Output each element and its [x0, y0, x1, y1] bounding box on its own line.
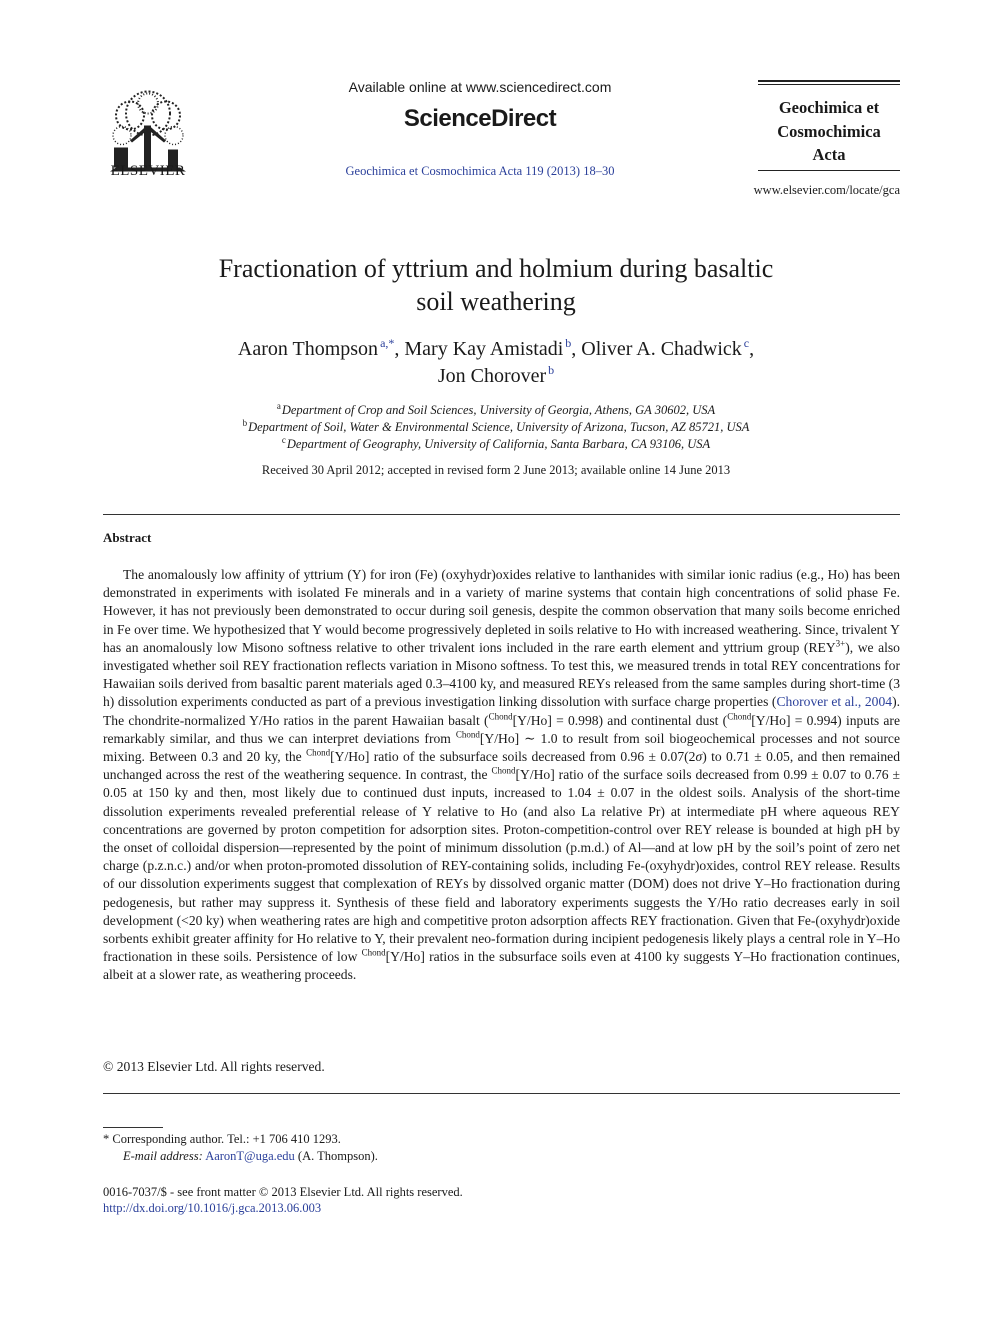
available-online-text: Available online at www.sciencedirect.com [348, 79, 612, 95]
sciencedirect-brand[interactable]: ScienceDirect [403, 105, 557, 132]
abstract-bottom-rule [103, 1093, 900, 1094]
author-separator: , [749, 338, 755, 360]
issn-line: 0016-7037/$ - see front matter © 2013 Elsevier Ltd. All rights reserved. [103, 1185, 463, 1199]
chond-superscript: Chond [491, 765, 516, 776]
abstract-text: [Y/Ho] ∼ 1.0 to result from soil biogeochemical processes and not source mixing. Between 0.3 and 20 ky, the [103, 730, 900, 765]
affiliation-text: Department of Crop and Soil Sciences, University of Georgia, Athens, GA 30602, USA [281, 403, 716, 417]
abstract-text: ). The chondrite-normalized Y/Ho ratios in the parent Hawaiian basalt ( [103, 694, 900, 728]
doi-link[interactable]: http://dx.doi.org/10.1016/j.gca.2013.06.003 [103, 1201, 322, 1215]
email-label: E-mail address: [123, 1149, 203, 1163]
abstract-text: [Y/Ho] ratio of the subsurface soils decreased from 0.96 ± 0.07(2 [330, 749, 696, 765]
chond-superscript: Chond [306, 747, 331, 758]
author-separator: , [394, 338, 405, 360]
chond-superscript: Chond [361, 947, 386, 958]
affiliation-text: Department of Soil, Water & Environmental Science, University of Arizona, Tucson, AZ 85721, USA [248, 420, 750, 434]
publisher-name: ELSEVIER [110, 163, 186, 179]
author-affiliation-link[interactable]: b [565, 336, 572, 351]
journal-title-line: Cosmochimica [777, 121, 881, 141]
abstract-text: [Y/Ho] = 0.998) and continental dust ( [512, 712, 728, 728]
author-name: Aaron Thompson [237, 338, 379, 360]
chond-superscript: Chond [455, 729, 480, 740]
abstract-text: [Y/Ho] ratio of the surface soils decreased from 0.99 ± 0.07 to 0.76 ± 0.05 at 150 ky and then, most likely due to continued dust inputs, increased to 1.04 ± 0.07 in the oldest soils. Analysis of the short-time dissolution experiments revealed preferential release of Y relative to Ho (and also La relative Pr) at intermediate pH where aqueous REY concentrations are governed by proton competition for adsorption sites. Proton-competition-control over REY release is bounded at high pH by the onset of colloidal dispersion—represented by the point of minimum dissolution (p.m.d.) of Al—and at low pH by the soil’s point of zero net charge (p.z.n.c.) and/or when proton-promoted dissolution of REY-containing solids, including Fe-(oxyhydr)oxides, control REY release. Results of our dissolution experiments suggest that complexation of REYs by dissolved organic matter (DOM) does not drive Y–Ho fractionation during pedogenesis, but rather may suppress it. Synthesis of these field and laboratory experiments suggests the Y/Ho ratio decreases early in soil development (<20 ky) when weathering rates are high and competitive proton adsorption affects REY fractionation. Given that Fe-(oxyhydr)oxide sorbents exhibit greater affinity for Ho relative to Y, their prevalent neo-formation during incipient pedogenesis likely plays a central role in Y–Ho fractionation in these soils. Persistence of low [103, 767, 900, 965]
author-affiliation-link[interactable]: c [743, 336, 750, 351]
journal-citation-link[interactable]: Geochimica et Cosmochimica Acta 119 (2013) 18–30 [345, 164, 615, 178]
author-name: Jon Chorover [437, 365, 547, 387]
article-dates: Received 30 April 2012; accepted in revised form 2 June 2013; available online 14 June 2013 [261, 463, 731, 477]
author-separator: , [571, 338, 582, 360]
sigma-symbol: σ [695, 749, 703, 765]
abstract-heading: Abstract [103, 530, 152, 545]
author-name: Mary Kay Amistadi [404, 338, 564, 360]
reference-link[interactable]: Chorover et al., 2004 [776, 694, 893, 710]
author-line-1 [96, 336, 896, 363]
abstract-text: ) to 0.71 ± 0.05, and then remained unchanged across the rest of the weathering sequence. In contrast, the [103, 749, 901, 783]
journal-title-line: Geochimica et [778, 98, 880, 117]
affiliation-text: Department of Geography, University of California, Santa Barbara, CA 93106, USA [286, 437, 711, 451]
journal-title [752, 96, 906, 167]
title-line: soil weathering [416, 287, 576, 316]
chond-superscript: Chond [727, 711, 752, 722]
footnote-rule [103, 1127, 163, 1128]
abstract-text: The anomalously low affinity of yttrium (Y) for iron (Fe) (oxyhydr)oxides relative to lanthanides with similar ionic radius (e.g., Ho) has been demonstrated in experiments with isolated Fe minerals and in a variety of marine systems that contain high concentrations of solid phase Fe. However, it has not previously been demonstrated to occur during soil genesis, despite the common observation that many soils become enriched in Fe over time. We hypothesized that Y would become progressively depleted in soils relative to Ho with increased weathering. Since, trivalent Y has an anomalously low Misono softness relative to other trivalent ions included in the rare earth element and yttrium group (REY [103, 567, 900, 655]
corresponding-author-note: * Corresponding author. Tel.: +1 706 410 1293. [103, 1132, 341, 1146]
superscript: 3+ [835, 638, 846, 649]
abstract-text: ), we also investigated whether soil REY fractionation reflects variation in Misono softness. To test this, we measured trends in total REY concentrations for Hawaiian soils derived from basaltic parent materials aged 0.3–4100 ky, and measured REYs released from the same samples during short-time (3 h) dissolution experiments conducted as part of a previous investigation linking dissolution with surface charge properties ( [103, 639, 900, 710]
affiliation-item [96, 436, 896, 453]
chond-superscript: Chond [488, 711, 513, 722]
journal-title-line: Acta [812, 145, 846, 164]
email-suffix: (A. Thompson). [297, 1149, 378, 1163]
journal-box-top-rule [758, 80, 900, 82]
abstract-text: [Y/Ho] ratios in the subsurface soils even at 4100 ky suggests Y–Ho fractionation continues, albeit at a slower rate, as weathering proceeds. [103, 949, 900, 983]
abstract-copyright: © 2013 Elsevier Ltd. All rights reserved. [103, 1059, 325, 1074]
email-link[interactable]: AaronT@uga.edu [205, 1149, 295, 1163]
abstract-text: [Y/Ho] = 0.994) inputs are remarkably similar, and thus we can interpret deviations from [103, 712, 900, 746]
affiliation-marker: b [242, 417, 248, 428]
affiliation-marker: c [281, 434, 286, 445]
author-affiliation-link[interactable]: b [548, 363, 555, 378]
journal-box-top-rule-thin [758, 84, 900, 85]
affiliation-item [96, 402, 896, 419]
email-note [123, 1148, 823, 1165]
abstract-top-rule [103, 514, 900, 515]
author-line-2 [96, 363, 896, 390]
affiliations [96, 402, 896, 453]
journal-url[interactable]: www.elsevier.com/locate/gca [753, 183, 900, 197]
journal-box-bottom-rule [758, 170, 900, 171]
author-list [96, 336, 896, 390]
author-name: Oliver A. Chadwick [581, 338, 742, 360]
abstract-body [103, 566, 900, 985]
affiliation-marker: a [276, 400, 281, 411]
affiliation-item [96, 419, 896, 436]
title-line: Fractionation of yttrium and holmium during basaltic [218, 254, 774, 283]
author-affiliation-link[interactable]: a,* [380, 336, 395, 351]
article-title [96, 252, 896, 318]
abstract-paragraph [103, 566, 900, 985]
